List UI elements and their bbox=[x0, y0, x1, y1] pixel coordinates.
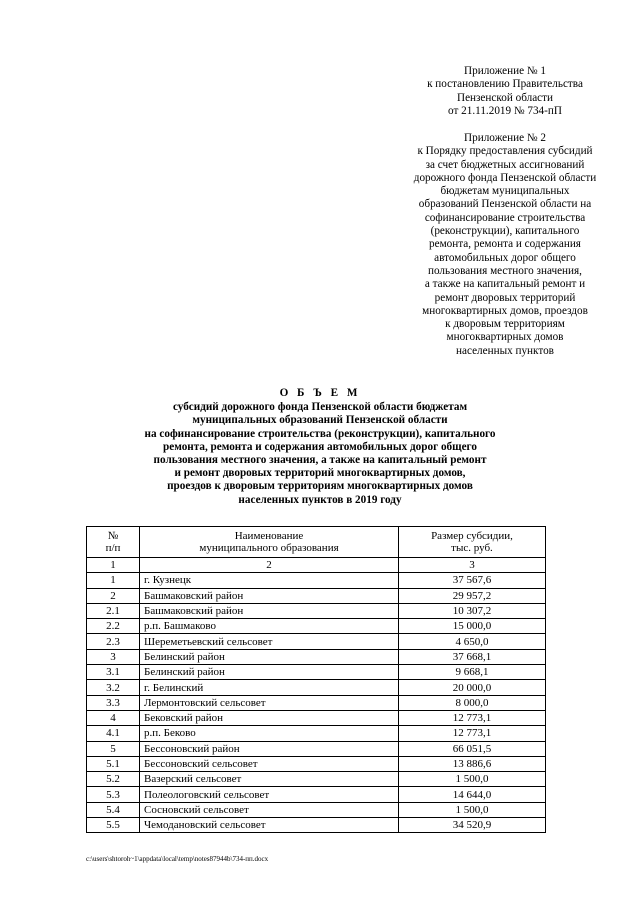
row-num-cell: 4.1 bbox=[87, 726, 140, 741]
row-name-cell: Лермонтовский сельсовет bbox=[140, 695, 399, 710]
row-name-cell: Башмаковский район bbox=[140, 588, 399, 603]
row-num-cell: 5.5 bbox=[87, 818, 140, 833]
row-name-cell: Сосновский сельсовет bbox=[140, 802, 399, 817]
title-line: пользования местного значения, а также на капитальный ремонт bbox=[153, 454, 487, 467]
index-cell: 1 bbox=[87, 558, 140, 573]
row-name-cell: Бековский район bbox=[140, 710, 399, 725]
row-value-cell: 12 773,1 bbox=[399, 710, 546, 725]
table-row bbox=[87, 680, 546, 695]
appendix-2-line: ремонта, ремонта и содержания bbox=[429, 238, 581, 251]
row-num-cell: 2.1 bbox=[87, 603, 140, 618]
row-value-cell: 4 650,0 bbox=[399, 634, 546, 649]
appendix-2-line: (реконструкции), капитального bbox=[430, 225, 580, 238]
appendix-2-line: ремонт дворовых территорий bbox=[434, 291, 576, 304]
table-row bbox=[87, 573, 546, 588]
table-row bbox=[87, 603, 546, 618]
index-cell: 2 bbox=[140, 558, 399, 573]
row-name-cell: Полеологовский сельсовет bbox=[140, 787, 399, 802]
row-num-cell: 2 bbox=[87, 588, 140, 603]
table-row bbox=[87, 818, 546, 833]
table-row bbox=[87, 619, 546, 634]
file-path-footer: c:\users\shtoroh~1\appdata\local\temp\notes87944b\734-пп.docx bbox=[86, 855, 269, 863]
row-num-cell: 5.3 bbox=[87, 787, 140, 802]
row-value-cell: 14 644,0 bbox=[399, 787, 546, 802]
row-num-cell: 5.4 bbox=[87, 802, 140, 817]
title-line: муниципальных образований Пензенской области bbox=[192, 414, 448, 427]
table-row bbox=[87, 726, 546, 741]
table-row bbox=[87, 634, 546, 649]
header-name-line: Наименование bbox=[234, 530, 304, 542]
table-row bbox=[87, 695, 546, 710]
appendix-2-line: Приложение № 2 bbox=[464, 132, 546, 144]
header-num bbox=[87, 527, 140, 558]
table-index-row bbox=[87, 558, 546, 573]
row-value-cell: 37 668,1 bbox=[399, 649, 546, 664]
row-value-cell: 12 773,1 bbox=[399, 726, 546, 741]
row-value-cell: 9 668,1 bbox=[399, 665, 546, 680]
title-heading: О Б Ъ Е М bbox=[279, 387, 361, 399]
row-value-cell: 20 000,0 bbox=[399, 680, 546, 695]
header-value-line: тыс. руб. bbox=[451, 542, 493, 554]
document-title bbox=[100, 387, 540, 507]
row-name-cell: р.п. Башмаково bbox=[140, 619, 399, 634]
table-row bbox=[87, 802, 546, 817]
row-name-cell: р.п. Беково bbox=[140, 726, 399, 741]
appendix-2-line: к Порядку предоставления субсидий bbox=[417, 145, 593, 158]
row-value-cell: 13 886,6 bbox=[399, 756, 546, 771]
row-num-cell: 3 bbox=[87, 649, 140, 664]
row-num-cell: 4 bbox=[87, 710, 140, 725]
row-value-cell: 34 520,9 bbox=[399, 818, 546, 833]
row-name-cell: Шереметьевский сельсовет bbox=[140, 634, 399, 649]
row-value-cell: 15 000,0 bbox=[399, 619, 546, 634]
row-num-cell: 5 bbox=[87, 741, 140, 756]
header-value bbox=[399, 527, 546, 558]
row-num-cell: 3.1 bbox=[87, 665, 140, 680]
row-name-cell: Белинский район bbox=[140, 649, 399, 664]
table-header-row bbox=[87, 527, 546, 558]
appendix-1-line: Приложение № 1 bbox=[464, 65, 546, 77]
title-line: проездов к дворовым территориям многоквартирных домов bbox=[167, 480, 473, 493]
appendix-2-line: дорожного фонда Пензенской области bbox=[413, 171, 597, 184]
header-value-line: Размер субсидии, bbox=[431, 530, 513, 542]
appendix-1-block bbox=[396, 65, 614, 118]
appendix-2-line: а также на капитальный ремонт и bbox=[424, 278, 586, 291]
row-name-cell: Чемодановский сельсовет bbox=[140, 818, 399, 833]
row-name-cell: г. Белинский bbox=[140, 680, 399, 695]
table-row bbox=[87, 741, 546, 756]
appendix-2-line: софинансирование строительства bbox=[424, 211, 586, 224]
appendix-2-line: населенных пунктов bbox=[456, 344, 554, 357]
appendix-2-line: за счет бюджетных ассигнований bbox=[425, 158, 585, 171]
row-value-cell: 10 307,2 bbox=[399, 603, 546, 618]
index-cell: 3 bbox=[399, 558, 546, 573]
row-value-cell: 1 500,0 bbox=[399, 772, 546, 787]
subsidy-table bbox=[86, 526, 546, 833]
row-name-cell: Башмаковский район bbox=[140, 603, 399, 618]
table-row bbox=[87, 649, 546, 664]
row-num-cell: 2.3 bbox=[87, 634, 140, 649]
header-name-line: муниципального образования bbox=[199, 542, 339, 554]
title-line: субсидий дорожного фонда Пензенской области бюджетам bbox=[172, 401, 468, 414]
title-line: ремонта, ремонта и содержания автомобильных дорог общего bbox=[163, 440, 477, 453]
table-row bbox=[87, 588, 546, 603]
table-row bbox=[87, 665, 546, 680]
row-num-cell: 3.3 bbox=[87, 695, 140, 710]
row-name-cell: Белинский район bbox=[140, 665, 399, 680]
row-name-cell: Бессоновский район bbox=[140, 741, 399, 756]
appendix-2-line: бюджетам муниципальных bbox=[440, 185, 570, 198]
table-row bbox=[87, 787, 546, 802]
table-row bbox=[87, 756, 546, 771]
row-value-cell: 66 051,5 bbox=[399, 741, 546, 756]
table-row bbox=[87, 710, 546, 725]
row-num-cell: 3.2 bbox=[87, 680, 140, 695]
row-value-cell: 37 567,6 bbox=[399, 573, 546, 588]
title-line: и ремонт дворовых территорий многоквартирных домов, bbox=[174, 467, 466, 480]
appendix-2-line: образований Пензенской области на bbox=[418, 198, 592, 211]
appendix-2-line: многоквартирных домов bbox=[446, 331, 564, 344]
row-value-cell: 8 000,0 bbox=[399, 695, 546, 710]
row-num-cell: 5.2 bbox=[87, 772, 140, 787]
table-row bbox=[87, 772, 546, 787]
appendix-1-line: от 21.11.2019 № 734-пП bbox=[448, 104, 562, 117]
row-name-cell: Бессоновский сельсовет bbox=[140, 756, 399, 771]
header-num-line: № bbox=[107, 530, 119, 542]
appendix-2-line: многоквартирных домов, проездов bbox=[422, 304, 588, 317]
title-line: на софинансирование строительства (реконструкции), капитального bbox=[144, 427, 496, 440]
appendix-2-line: к дворовым территориям bbox=[445, 318, 565, 331]
row-name-cell: г. Кузнецк bbox=[140, 573, 399, 588]
appendix-1-line: Пензенской области bbox=[456, 91, 553, 104]
header-num-line: п/п bbox=[105, 542, 121, 554]
header-name bbox=[140, 527, 399, 558]
row-value-cell: 1 500,0 bbox=[399, 802, 546, 817]
appendix-2-line: пользования местного значения, bbox=[428, 264, 582, 277]
appendix-1-line: к постановлению Правительства bbox=[427, 78, 583, 91]
appendix-2-line: автомобильных дорог общего bbox=[434, 251, 576, 264]
table-body bbox=[87, 558, 546, 833]
row-num-cell: 2.2 bbox=[87, 619, 140, 634]
row-num-cell: 5.1 bbox=[87, 756, 140, 771]
title-line: населенных пунктов в 2019 году bbox=[238, 493, 402, 506]
row-num-cell: 1 bbox=[87, 573, 140, 588]
row-value-cell: 29 957,2 bbox=[399, 588, 546, 603]
appendix-2-block bbox=[396, 132, 614, 358]
row-name-cell: Вазерский сельсовет bbox=[140, 772, 399, 787]
